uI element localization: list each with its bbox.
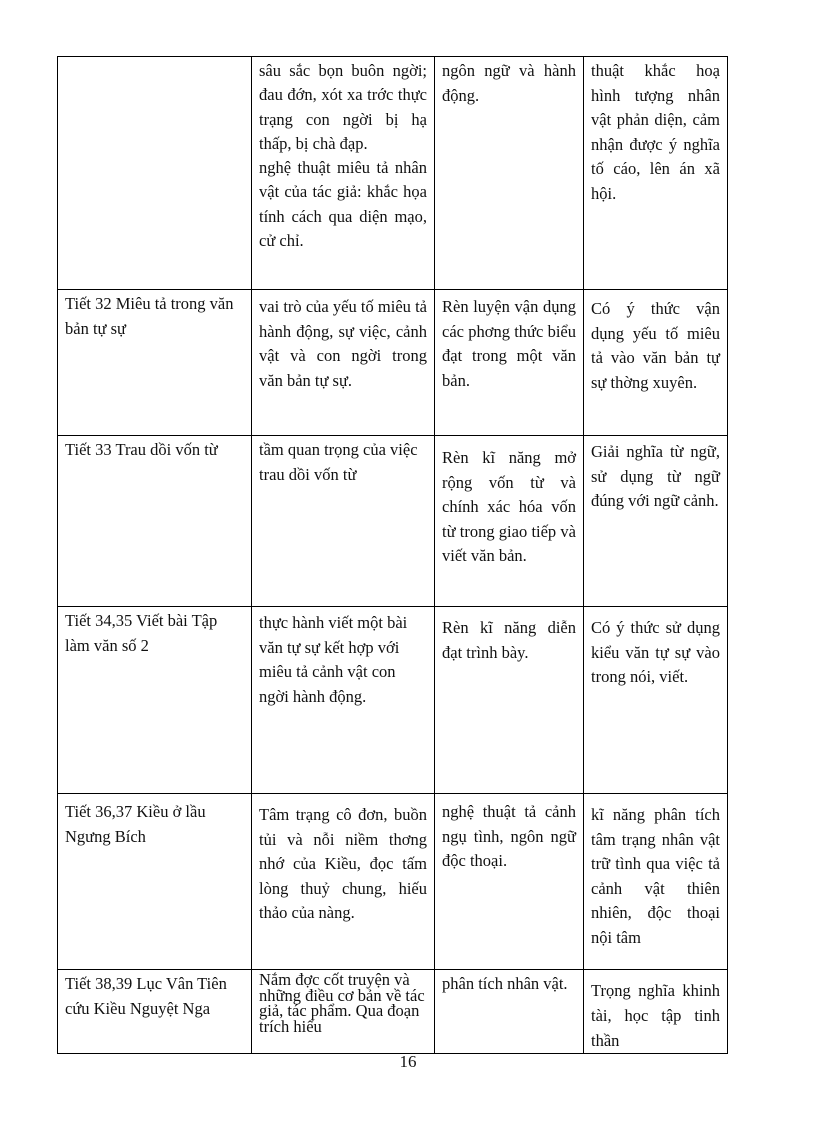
lesson-plan-table bbox=[57, 56, 728, 1054]
attitude-cell: Có ý thức sử dụng kiểu văn tự sự vào trong nói, viết. bbox=[584, 607, 728, 794]
lesson-cell: Tiết 36,37 Kiều ở lầu Ngưng Bích bbox=[58, 794, 252, 970]
skill-cell: Rèn kĩ năng diễn đạt trình bày. bbox=[435, 607, 584, 794]
attitude-cell: Giải nghĩa từ ngữ, sử dụng từ ngữ đúng với ngữ cảnh. bbox=[584, 436, 728, 607]
content-cell bbox=[252, 57, 435, 290]
content-cell: Tâm trạng cô đơn, buồn tủi và nỗi niềm thơng nhớ của Kiều, đọc tấm lòng thuỷ chung, hiếu thảo của nàng. bbox=[252, 794, 435, 970]
skill-cell: Rèn kĩ năng mở rộng vốn từ và chính xác hóa vốn từ trong giao tiếp và viết văn bản. bbox=[435, 436, 584, 607]
content-cell: vai trò của yếu tố miêu tả hành động, sự việc, cảnh vật và con ngời trong văn bản tự sự. bbox=[252, 290, 435, 436]
attitude-cell: thuật khắc hoạ hình tượng nhân vật phản diện, cảm nhận được ý nghĩa tố cáo, lên án xã hội. bbox=[584, 57, 728, 290]
page-number: 16 bbox=[399, 1052, 417, 1071]
lesson-cell bbox=[58, 57, 252, 290]
skill-cell: Rèn luyện vận dụng các phơng thức biểu đạt trong một văn bản. bbox=[435, 290, 584, 436]
lesson-cell: Tiết 32 Miêu tả trong văn bản tự sự bbox=[58, 290, 252, 436]
table-row bbox=[58, 290, 728, 436]
skill-cell: nghệ thuật tả cảnh ngụ tình, ngôn ngữ độc thoại. bbox=[435, 794, 584, 970]
lesson-cell: Tiết 34,35 Viết bài Tập làm văn số 2 bbox=[58, 607, 252, 794]
table-row bbox=[58, 794, 728, 970]
content-cell: thực hành viết một bài văn tự sự kết hợp với miêu tả cảnh vật con ngời hành động. bbox=[252, 607, 435, 794]
skill-cell: ngôn ngữ và hành động. bbox=[435, 57, 584, 290]
table-row bbox=[58, 970, 728, 1054]
attitude-cell: Có ý thức vận dụng yếu tố miêu tả vào văn bản tự sự thờng xuyên. bbox=[584, 290, 728, 436]
lesson-cell: Tiết 38,39 Lục Vân Tiên cứu Kiều Nguyệt Nga bbox=[58, 970, 252, 1054]
content-paragraph: nghệ thuật miêu tả nhân vật của tác giả: khắc họa tính cách qua diện mạo, cử chỉ. bbox=[259, 158, 427, 251]
content-cell: tầm quan trọng của việc trau dồi vốn từ bbox=[252, 436, 435, 607]
content-paragraph: sâu sắc bọn buôn ngời; đau đớn, xót xa trớc thực trạng con ngời bị hạ thấp, bị chà đạp. bbox=[259, 61, 427, 153]
attitude-cell: Trọng nghĩa khinh tài, học tập tinh thần bbox=[584, 970, 728, 1054]
lesson-cell: Tiết 33 Trau dồi vốn từ bbox=[58, 436, 252, 607]
skill-cell: phân tích nhân vật. bbox=[435, 970, 584, 1054]
table-row bbox=[58, 607, 728, 794]
table-row bbox=[58, 57, 728, 290]
attitude-cell: kĩ năng phân tích tâm trạng nhân vật trữ tình qua việc tả cảnh vật thiên nhiên, độc thoại nội tâm bbox=[584, 794, 728, 970]
content-cell: Nắm đợc cốt truyện và những điều cơ bản về tác giả, tác phẩm. Qua đoạn trích hiểu bbox=[252, 970, 435, 1054]
table-row bbox=[58, 436, 728, 607]
